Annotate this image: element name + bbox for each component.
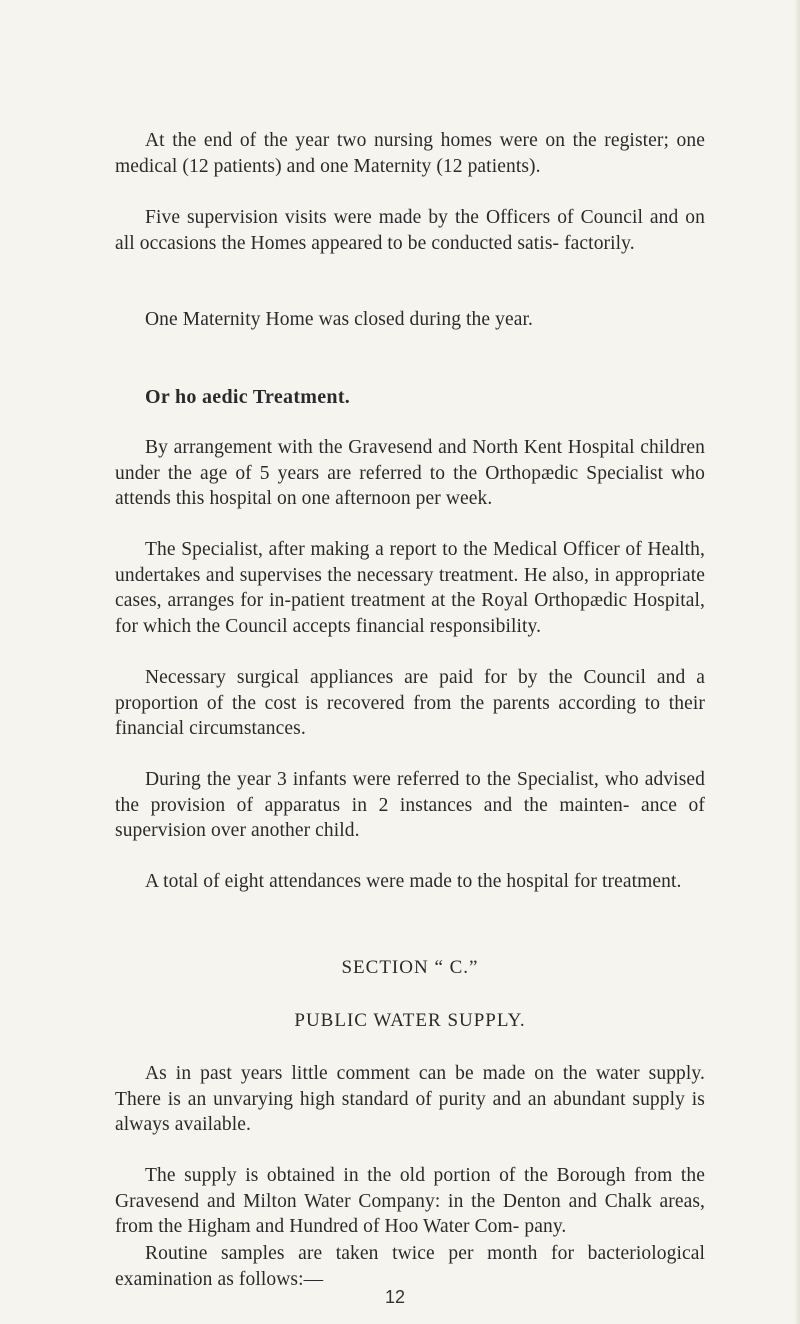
paragraph-supply-source [115, 1163, 705, 1240]
page-edge-shadow [794, 0, 800, 1324]
heading-orthopaedic-treatment: Or ho aedic Treatment. [145, 386, 351, 408]
paragraph-arrangement [115, 435, 705, 512]
paragraph-infants-referred [115, 767, 705, 844]
paragraph-text: Five supervision visits were made by the Officers of Council and on all occasions the Homes appeared to be conducted satis- factorily. [115, 207, 705, 254]
paragraph-text: By arrangement with the Gravesend and North Kent Hospital children under the age of 5 years are referred to the Orthopædic Specialist who attends this hospital on one afternoon per week. [115, 437, 705, 509]
paragraph-text: At the end of the year two nursing homes were on the register; one medical (12 patients) and one Maternity (12 patients). [115, 130, 705, 177]
paragraph-maternity-closed [115, 307, 705, 333]
paragraph-text: During the year 3 infants were referred to the Specialist, who advised the provision of apparatus in 2 instances and the mainten- ance of supervision over another child. [115, 769, 705, 841]
paragraph-text: Necessary surgical appliances are paid for by the Council and a proportion of the cost is recovered from the parents according to their financial circumstances. [115, 667, 705, 739]
paragraph-text: Routine samples are taken twice per month for bacteriological examination as follows:— [115, 1243, 705, 1290]
paragraph-text: As in past years little comment can be made on the water supply. There is an unvarying high standard of purity and an abundant supply is always available. [115, 1063, 705, 1135]
paragraph-nursing-homes [115, 128, 705, 179]
paragraph-appliances [115, 665, 705, 742]
paragraph-routine-samples [115, 1241, 705, 1292]
paragraph-specialist [115, 537, 705, 639]
paragraph-text: The Specialist, after making a report to the Medical Officer of Health, undertakes and supervises the necessary treatment. He also, in appropriate cases, arranges for in-patient treatment at the Royal Orthopædic Hospital, for which the Council accepts financial responsibility. [115, 539, 705, 637]
page-number: 12 [385, 1287, 406, 1307]
paragraph-attendances [115, 869, 705, 895]
paragraph-water-supply [115, 1061, 705, 1138]
paragraph-text: The supply is obtained in the old portion of the Borough from the Gravesend and Milton Water Company: in the Denton and Chalk areas, from the Higham and Hundred of Hoo Water Com- pany. [115, 1165, 705, 1237]
paragraph-supervision-visits [115, 205, 705, 256]
heading-public-water-supply: PUBLIC WATER SUPPLY. [294, 1010, 526, 1031]
paragraph-text: A total of eight attendances were made to the hospital for treatment. [145, 871, 682, 892]
heading-section-c: SECTION “ C.” [341, 957, 479, 978]
paragraph-text: One Maternity Home was closed during the year. [145, 309, 533, 330]
